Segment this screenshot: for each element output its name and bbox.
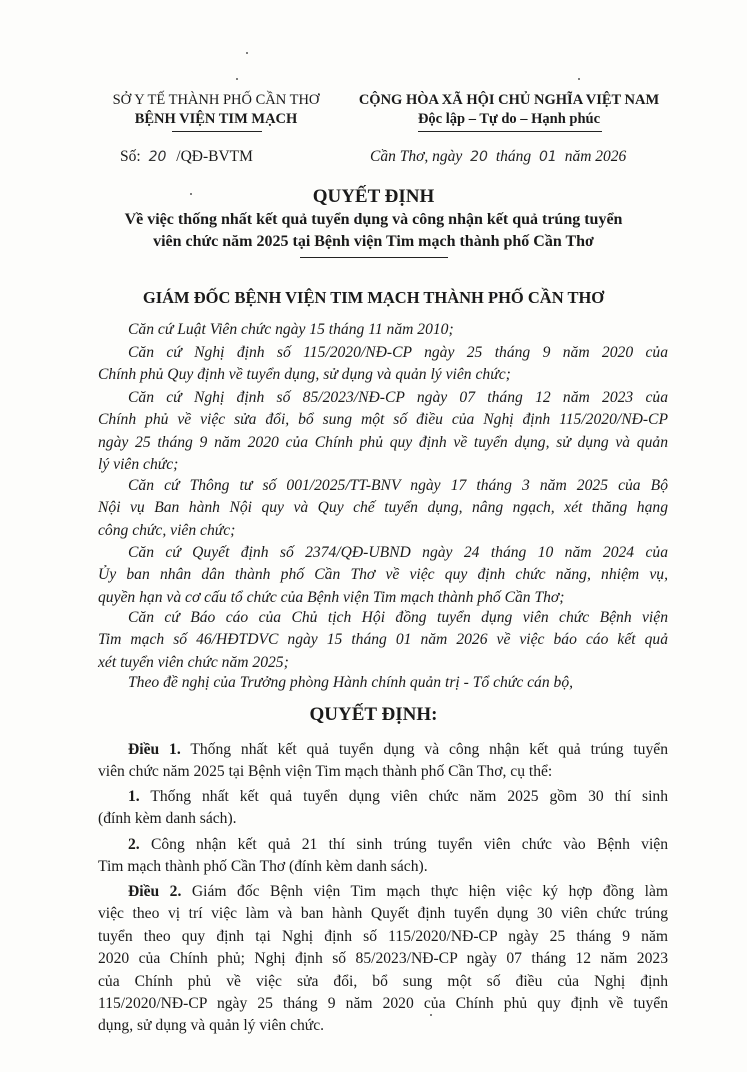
- decision-title: QUYẾT ĐỊNH: [312, 186, 435, 207]
- national-title: CỘNG HÒA XÃ HỘI CHỦ NGHĨA VIỆT NAM: [358, 92, 660, 108]
- scan-speck: [578, 78, 580, 80]
- number-prefix: Số:: [120, 148, 141, 165]
- issuing-hospital: BỆNH VIỆN TIM MẠCH: [134, 111, 298, 127]
- basis-4-line-2: Nội vụ Ban hành Nội quy và Quy chế tuyển dụng, nâng ngạch, xét thăng hạng: [98, 499, 668, 517]
- basis-3-line-4: lý viên chức;: [98, 456, 179, 474]
- scan-speck: [190, 193, 192, 195]
- basis-4-line-1: Căn cứ Thông tư số 001/2025/TT-BNV ngày 17 tháng 3 năm 2025 của Bộ: [128, 477, 668, 494]
- date-day-handwritten: 20: [470, 149, 488, 165]
- basis-3-line-1: Căn cứ Nghị định số 85/2023/NĐ-CP ngày 07 tháng 12 năm 2023 của: [128, 389, 668, 406]
- basis-5-line-2: Ủy ban nhân dân thành phố Cần Thơ về việc quy định chức năng, nhiệm vụ,: [98, 566, 668, 584]
- number-suffix: /QĐ-BVTM: [176, 148, 253, 165]
- item-2-line-2: Tim mạch thành phố Cần Thơ (đính kèm danh sách).: [98, 858, 428, 876]
- article-1-item-1: [98, 786, 668, 831]
- article-1-label: Điều 1.: [128, 741, 181, 758]
- basis-3-line-3: ngày 25 tháng 9 năm 2020 của Chính phủ quy định về tuyển dụng, sử dụng và quản: [98, 433, 668, 451]
- decision-subject-line2: viên chức năm 2025 tại Bệnh viện Tim mạch thành phố Cần Thơ: [153, 233, 594, 250]
- article-2-line-7: dụng, sử dụng và quản lý viên chức.: [98, 1017, 325, 1035]
- item-2-line-1-text: Công nhận kết quả 21 thí sinh trúng tuyển viên chức vào Bệnh viện: [150, 836, 668, 853]
- legal-basis-1: [98, 319, 668, 341]
- item-1-line-1: [98, 786, 668, 808]
- scan-speck: [236, 78, 238, 80]
- basis-6-line-3: xét tuyển viên chức năm 2025;: [98, 653, 289, 671]
- article-2-label: Điều 2.: [128, 883, 182, 900]
- date-month-handwritten: 01: [539, 149, 557, 165]
- basis-2-line-1: Căn cứ Nghị định số 115/2020/NĐ-CP ngày 25 tháng 9 năm 2020 của: [128, 344, 668, 361]
- national-motto: Độc lập – Tự do – Hạnh phúc: [417, 111, 601, 127]
- basis-1-line-1: Căn cứ Luật Viên chức ngày 15 tháng 11 năm 2010;: [128, 321, 454, 338]
- scan-speck: [246, 52, 248, 54]
- article-1-item-2: [98, 834, 668, 879]
- article-2-line-2: việc theo vị trí việc làm và ban hành Quyết định tuyển dụng 30 viên chức trúng: [98, 905, 668, 923]
- item-1-label: 1.: [128, 788, 140, 805]
- item-1-line-1-text: Thống nhất kết quả tuyển dụng viên chức năm 2025 gồm 30 thí sinh: [150, 788, 668, 805]
- basis-5-line-3: quyền hạn và cơ cấu tổ chức của Bệnh viện Tim mạch thành phố Cần Thơ;: [98, 588, 565, 606]
- article-2-line-3: tuyển theo quy định tại Nghị định số 115/2020/NĐ-CP ngày 25 tháng 9 năm: [98, 927, 668, 945]
- basis-3-line-2: Chính phủ về việc sửa đổi, bổ sung một số điều của Nghị định 115/2020/NĐ-CP: [98, 411, 668, 429]
- scan-speck: [430, 1014, 432, 1016]
- basis-5-line-1: Căn cứ Quyết định số 2374/QĐ-UBND ngày 24 tháng 10 năm 2024 của: [128, 544, 668, 561]
- basis-2-line-2: Chính phủ Quy định về tuyển dụng, sử dụng và quản lý viên chức;: [98, 366, 511, 384]
- document-number: [120, 148, 253, 166]
- date-part3: năm 2026: [564, 148, 627, 165]
- title-underline: [300, 257, 448, 258]
- basis-6-line-1: Căn cứ Báo cáo của Chủ tịch Hội đồng tuyển dụng viên chức Bệnh viện: [128, 609, 668, 626]
- article-1-line-1: [98, 739, 668, 761]
- document-date: [370, 148, 626, 166]
- issuing-authority: GIÁM ĐỐC BỆNH VIỆN TIM MẠCH THÀNH PHỐ CẦN THƠ: [142, 288, 605, 307]
- item-2-label: 2.: [128, 836, 140, 853]
- decision-subject-line1: Về việc thống nhất kết quả tuyển dụng và công nhận kết quả trúng tuyển: [124, 211, 623, 228]
- header-left-underline: [172, 131, 262, 132]
- article-2-line-6: 115/2020/NĐ-CP ngày 25 tháng 9 năm 2020 của Chính phủ quy định về tuyển: [98, 995, 668, 1013]
- article-2-line-5: của Chính phủ về việc sửa đổi, bổ sung một số điều của Nghị định: [98, 972, 668, 990]
- article-2-line-4: 2020 của Chính phủ; Nghị định số 85/2023/NĐ-CP ngày 07 tháng 12 năm 2023: [98, 950, 668, 968]
- basis-4-line-3: công chức, viên chức;: [98, 521, 236, 539]
- basis-7-line-1: Theo đề nghị của Trưởng phòng Hành chính quản trị - Tổ chức cán bộ,: [128, 674, 574, 691]
- legal-basis-3: [98, 387, 668, 477]
- article-1-line-1-text: Thống nhất kết quả tuyển dụng và công nhận kết quả trúng tuyển: [190, 741, 668, 758]
- article-2-line-1-text: Giám đốc Bệnh viện Tim mạch thực hiện việc ký hợp đồng làm: [191, 883, 668, 900]
- legal-basis-2: [98, 342, 668, 387]
- item-2-line-1: [98, 834, 668, 856]
- article-1: [98, 739, 668, 784]
- date-part2: tháng: [495, 148, 532, 165]
- issuing-department: SỞ Y TẾ THÀNH PHỐ CẦN THƠ: [112, 92, 320, 108]
- decision-heading: QUYẾT ĐỊNH:: [309, 704, 438, 725]
- date-part1: Cần Thơ, ngày: [370, 148, 463, 165]
- article-2: [98, 881, 668, 1038]
- legal-basis-4: [98, 475, 668, 542]
- item-1-line-2: (đính kèm danh sách).: [98, 810, 237, 828]
- legal-basis-7: [98, 672, 668, 694]
- legal-basis-5: [98, 542, 668, 609]
- article-1-line-2: viên chức năm 2025 tại Bệnh viện Tim mạch thành phố Cần Thơ, cụ thể:: [98, 763, 553, 781]
- article-2-line-1: [98, 881, 668, 903]
- number-handwritten: 20: [148, 149, 167, 165]
- basis-6-line-2: Tim mạch số 46/HĐTDVC ngày 15 tháng 01 năm 2026 về việc báo cáo kết quả: [98, 631, 668, 649]
- header-right-underline: [418, 131, 602, 132]
- legal-basis-6: [98, 607, 668, 674]
